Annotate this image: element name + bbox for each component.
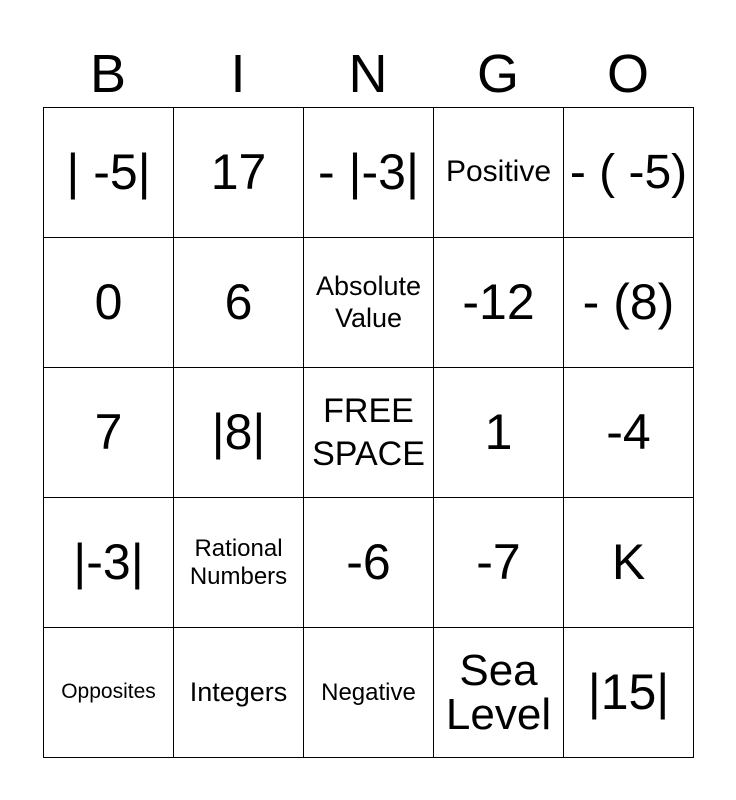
bingo-cell: -4 [564,368,694,498]
bingo-cell: |8| [174,368,304,498]
bingo-cell: |15| [564,628,694,758]
bingo-cell: -12 [434,238,564,368]
bingo-cell: 17 [174,108,304,238]
bingo-cell: Rational Numbers [174,498,304,628]
bingo-cell: Positive [434,108,564,238]
header-letter-i: I [230,44,246,104]
bingo-cell: - (8) [564,238,694,368]
header-letter-o: O [606,44,649,104]
bingo-cell: - ( -5) [564,108,694,238]
bingo-cell: Sea Level [434,628,564,758]
bingo-cell: -6 [304,498,434,628]
bingo-cell: 6 [174,238,304,368]
header-letter-b: B [89,44,127,104]
bingo-cell: Integers [174,628,304,758]
header-letter-n: N [348,44,388,104]
bingo-cell: K [564,498,694,628]
bingo-cell: Negative [304,628,434,758]
bingo-cell: 1 [434,368,564,498]
bingo-cell: | -5| [44,108,174,238]
bingo-cell: Absolute Value [304,238,434,368]
bingo-cell: 0 [44,238,174,368]
bingo-header [43,42,693,106]
bingo-cell: Opposites [44,628,174,758]
free-space-cell: FREE SPACE [304,368,434,498]
bingo-cell: 7 [44,368,174,498]
bingo-cell: -7 [434,498,564,628]
header-letter-g: G [476,44,519,104]
bingo-cell: - |-3| [304,108,434,238]
bingo-grid [43,107,694,758]
bingo-cell: |-3| [44,498,174,628]
